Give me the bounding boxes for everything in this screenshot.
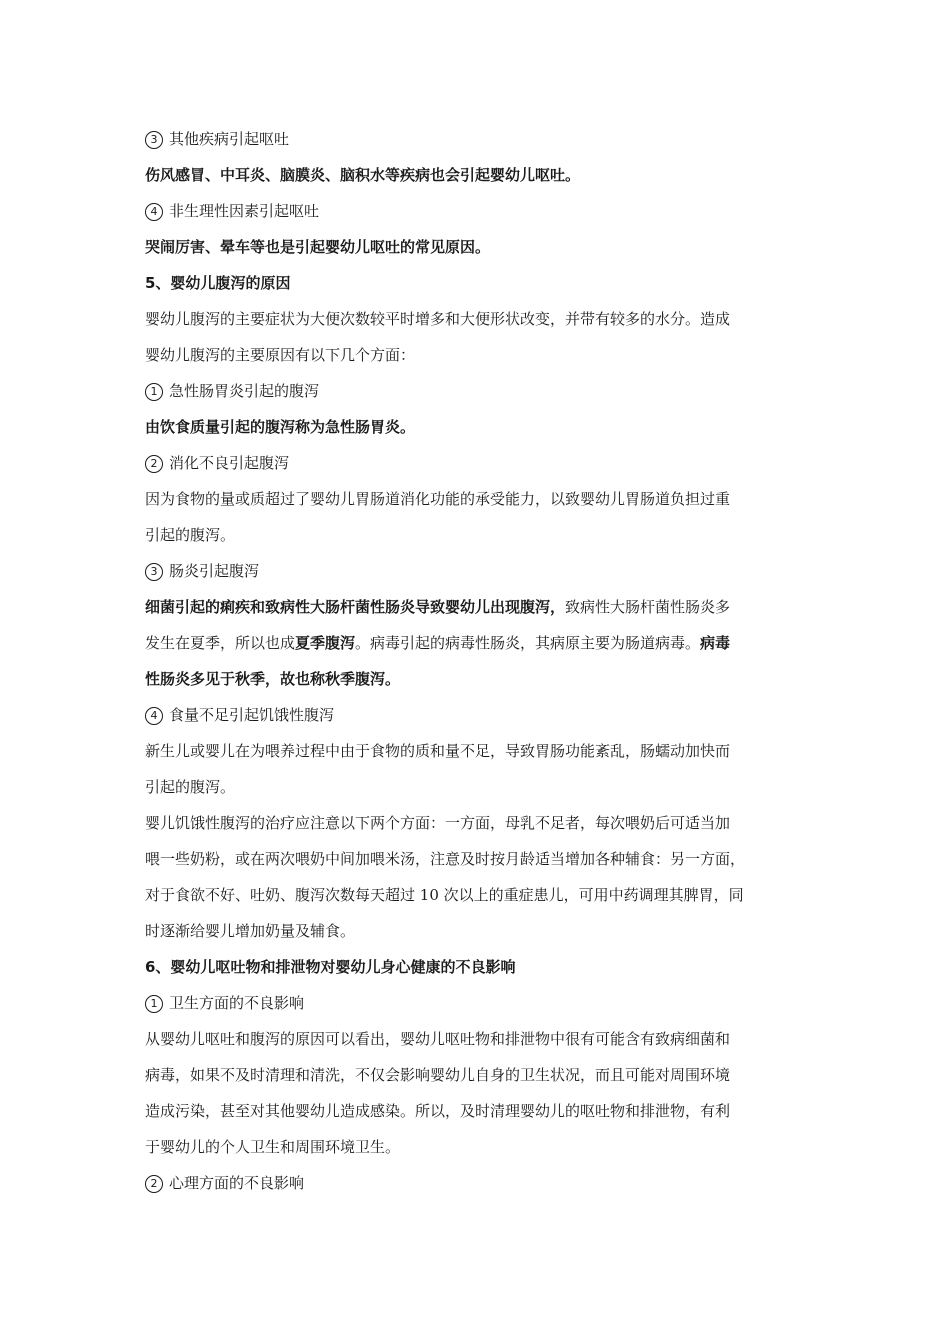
circled-number: 1: [145, 995, 163, 1013]
sub-heading: 3 其他疾病引起呕吐: [145, 121, 810, 157]
circled-number: 3: [145, 131, 163, 149]
circled-number: 2: [145, 1175, 163, 1193]
paragraph-line: 婴幼儿腹泻的主要症状为大便次数较平时增多和大便形状改变，并带有较多的水分。造成: [145, 310, 731, 328]
circled-number: 4: [145, 203, 163, 221]
circled-number: 1: [145, 383, 163, 401]
paragraph-line: 因为食物的量或质超过了婴幼儿胃肠道消化功能的承受能力，以致婴幼儿胃肠道负担过重: [145, 490, 731, 508]
circled-number: 2: [145, 455, 163, 473]
paragraph-line: 喂一些奶粉，或在两次喂奶中间加喂米汤，注意及时按月龄适当增加各种辅食：另一方面，: [145, 850, 746, 868]
paragraph-line: 从婴幼儿呕吐和腹泻的原因可以看出，婴幼儿呕吐物和排泄物中很有可能含有致病细菌和: [145, 1030, 731, 1048]
paragraph-line: 细菌引起的痢疾和致病性大肠杆菌性肠炎导致婴幼儿出现腹泻，致病性大肠杆菌性肠炎多: [145, 598, 731, 616]
paragraph-line: 新生儿或婴儿在为喂养过程中由于食物的质和量不足，导致胃肠功能紊乱，肠蠕动加快而: [145, 742, 731, 760]
circled-number: 3: [145, 563, 163, 581]
paragraph-line: 发生在夏季，所以也成夏季腹泻。病毒引起的病毒性肠炎，其病原主要为肠道病毒。病毒: [145, 634, 731, 652]
paragraph-line: 对于食欲不好、吐奶、腹泻次数每天超过 10 次以上的重症患儿，可用中药调理其脾胃，同: [145, 886, 744, 904]
sub-heading: 1 卫生方面的不良影响: [145, 985, 810, 1021]
sub-heading: 4 食量不足引起饥饿性腹泻: [145, 697, 810, 733]
paragraph-line: 性肠炎多见于秋季，故也称秋季腹泻。: [145, 670, 401, 688]
paragraph-line: 婴儿饥饿性腹泻的治疗应注意以下两个方面：一方面，母乳不足者，每次喂奶后可适当加: [145, 814, 731, 832]
sub-heading: 3 肠炎引起腹泻: [145, 553, 810, 589]
paragraph-line: 时逐渐给婴儿增加奶量及辅食。: [145, 922, 356, 940]
paragraph-line: 婴幼儿腹泻的主要原因有以下几个方面：: [145, 346, 416, 364]
paragraph-line: 由饮食质量引起的腹泻称为急性肠胃炎。: [145, 418, 416, 436]
document-page: [145, 121, 810, 1201]
sub-heading: 2 消化不良引起腹泻: [145, 445, 810, 481]
section-heading: 5、婴幼儿腹泻的原因: [145, 274, 291, 292]
paragraph-line: 哭闹厉害、晕车等也是引起婴幼儿呕吐的常见原因。: [145, 238, 491, 256]
paragraph-line: 造成污染，甚至对其他婴幼儿造成感染。所以，及时清理婴幼儿的呕吐物和排泄物，有利: [145, 1102, 731, 1120]
paragraph-line: 病毒，如果不及时清理和清洗，不仅会影响婴幼儿自身的卫生状况，而且可能对周围环境: [145, 1066, 731, 1084]
paragraph-line: 伤风感冒、中耳炎、脑膜炎、脑积水等疾病也会引起婴幼儿呕吐。: [145, 166, 581, 184]
sub-heading: 1 急性肠胃炎引起的腹泻: [145, 373, 810, 409]
paragraph-line: 引起的腹泻。: [145, 778, 236, 796]
paragraph-line: 引起的腹泻。: [145, 526, 236, 544]
section-heading: 6、婴幼儿呕吐物和排泄物对婴幼儿身心健康的不良影响: [145, 958, 516, 976]
circled-number: 4: [145, 707, 163, 725]
sub-heading: 4 非生理性因素引起呕吐: [145, 193, 810, 229]
sub-heading: 2 心理方面的不良影响: [145, 1165, 810, 1201]
paragraph-line: 于婴幼儿的个人卫生和周围环境卫生。: [145, 1138, 401, 1156]
